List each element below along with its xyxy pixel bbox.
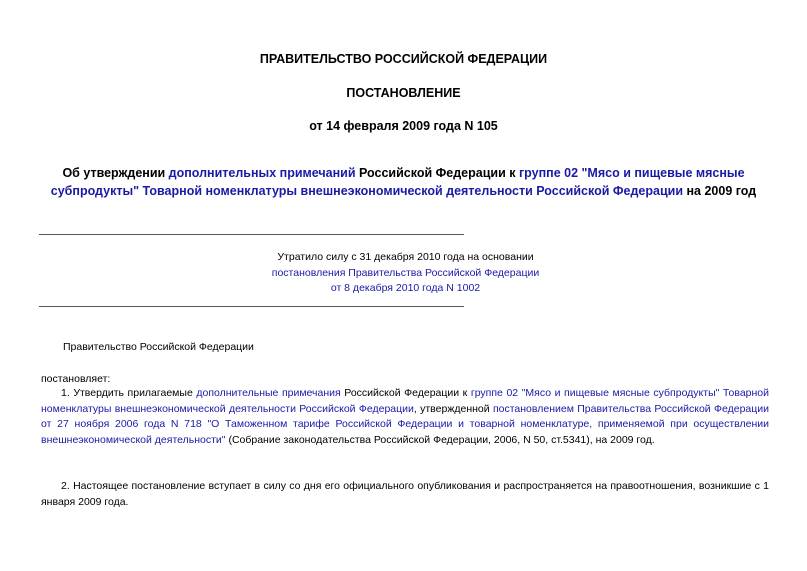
p1-text-1: 1. Утвердить прилагаемые: [61, 387, 197, 399]
title-text-3: на 2009 год: [683, 184, 757, 198]
status-note: [39, 250, 772, 297]
p1-link-additional-notes[interactable]: дополнительные примечания: [196, 387, 341, 399]
p1-link-resolution-718[interactable]: постановлением Правительства Российской Федерации от 27 ноября 2006 года N 718 "О Таможенном тарифе Российской Федерации и товарной номенклатуре, применяемой при осуществлении внешнеэкономической деятельности": [41, 402, 769, 446]
status-note-link-1[interactable]: постановления Правительства Российской Федерации: [271, 266, 540, 279]
title-link-group-02[interactable]: группе 02 "Мясо и пищевые мясные субпродукты" Товарной номенклатуры внешнеэкономической деятельности Российской Федерации: [50, 166, 745, 198]
paragraph-2: [41, 479, 769, 510]
header-government: ПРАВИТЕЛЬСТВО РОССИЙСКОЙ ФЕДЕРАЦИИ: [259, 52, 548, 66]
paragraph-1: [41, 386, 769, 448]
decrees-line: постановляет:: [41, 373, 111, 385]
body-government: [41, 340, 769, 356]
header-date-number: от 14 февраля 2009 года N 105: [309, 119, 498, 133]
document-title: [36, 164, 771, 200]
title-text-1: Об утверждении: [62, 166, 169, 180]
status-note-link-2[interactable]: от 8 декабря 2010 года N 1002: [330, 282, 481, 294]
p1-text-3: , утвержденной: [413, 402, 493, 415]
p1-text-2: Российской Федерации к: [340, 387, 471, 399]
p1-text-4: (Собрание законодательства Российской Федерации, 2006, N 50, ст.5341), на 2009 год.: [225, 433, 655, 446]
top-divider: [39, 234, 464, 235]
status-note-line: Утратило силу с 31 декабря 2010 года на основании: [277, 251, 534, 263]
bottom-divider: [39, 306, 464, 307]
title-link-additional-notes[interactable]: дополнительных примечаний: [168, 166, 356, 180]
p2-text: 2. Настоящее постановление вступает в силу со дня его официального опубликования и распространяется на правоотношения, возникшие с 1 января 2009 года.: [41, 480, 769, 508]
government-line: Правительство Российской Федерации: [63, 341, 254, 353]
header-doc-type: ПОСТАНОВЛЕНИЕ: [346, 86, 461, 100]
title-text-2: Российской Федерации к: [355, 166, 519, 180]
p1-link-group-02[interactable]: группе 02 "Мясо и пищевые мясные субпродукты" Товарной номенклатуры внешнеэкономической деятельности Российской Федерации: [41, 387, 769, 415]
